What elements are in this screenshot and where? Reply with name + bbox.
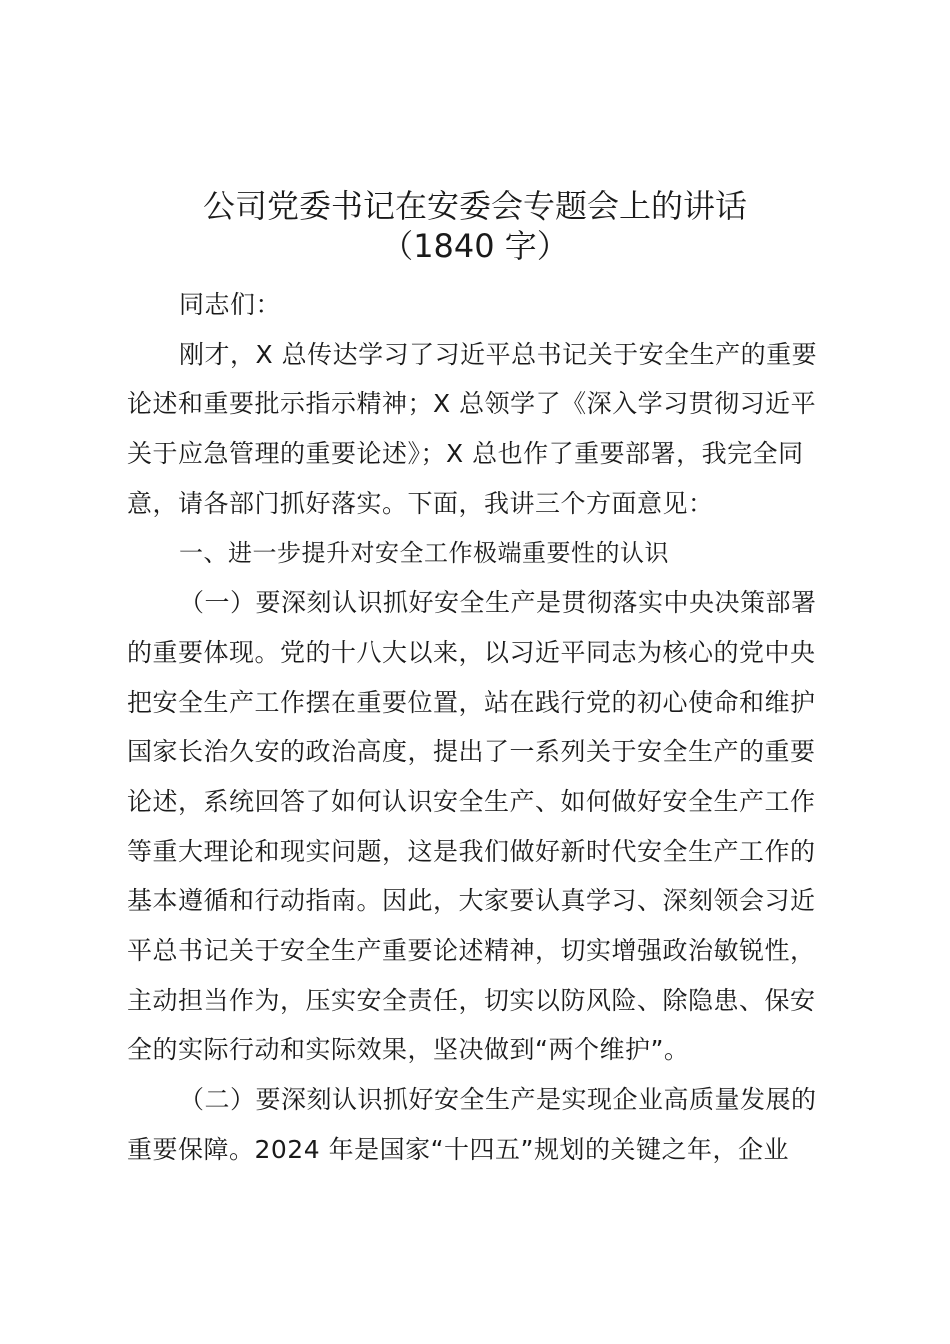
paragraph-line: 重要保障。2024 年是国家“十四五”规划的关键之年，企业 — [127, 1134, 789, 1164]
section-heading: 一、进一步提升对安全工作极端重要性的认识 — [179, 539, 669, 568]
paragraph-line: 主动担当作为，压实安全责任，切实以防风险、除隐患、保安 — [127, 985, 816, 1015]
paragraph-line: 论述和重要批示指示精神；X 总领学了《深入学习贯彻习近平 — [127, 389, 817, 419]
paragraph-line: 关于应急管理的重要论述》；X 总也作了重要部署，我完全同 — [127, 439, 804, 469]
salutation: 同志们： — [179, 290, 282, 319]
paragraph-line: （一）要深刻认识抓好安全生产是贯彻落实中央决策部署 — [179, 588, 817, 618]
paragraph-line: （二）要深刻认识抓好安全生产是实现企业高质量发展的 — [179, 1085, 817, 1114]
paragraph-line: 刚才，X 总传达学习了习近平总书记关于安全生产的重要 — [179, 339, 818, 369]
paragraph-line: 论述，系统回答了如何认识安全生产、如何做好安全生产工作 — [127, 786, 816, 816]
document-title: 公司党委书记在安委会专题会上的讲话 — [202, 187, 747, 225]
paragraph-line: 全的实际行动和实际效果，坚决做到“两个维护”。 — [127, 1035, 690, 1065]
paragraph-line: 意，请各部门抓好落实。下面，我讲三个方面意见： — [127, 488, 714, 518]
paragraph-line: 把安全生产工作摆在重要位置，站在践行党的初心使命和维护 — [127, 687, 816, 717]
paragraph-line: 的重要体现。党的十八大以来，以习近平同志为核心的党中央 — [127, 637, 816, 667]
paragraph-line: 国家长治久安的政治高度，提出了一系列关于安全生产的重要 — [127, 737, 816, 767]
paragraph-line: 平总书记关于安全生产重要论述精神，切实增强政治敏锐性， — [127, 935, 816, 965]
word-count: （1840 字） — [381, 227, 569, 265]
document-body — [127, 285, 833, 1179]
paragraph-line: 等重大理论和现实问题，这是我们做好新时代安全生产工作的 — [127, 836, 816, 866]
paragraph-line: 基本遵循和行动指南。因此，大家要认真学习、深刻领会习近 — [127, 886, 816, 916]
